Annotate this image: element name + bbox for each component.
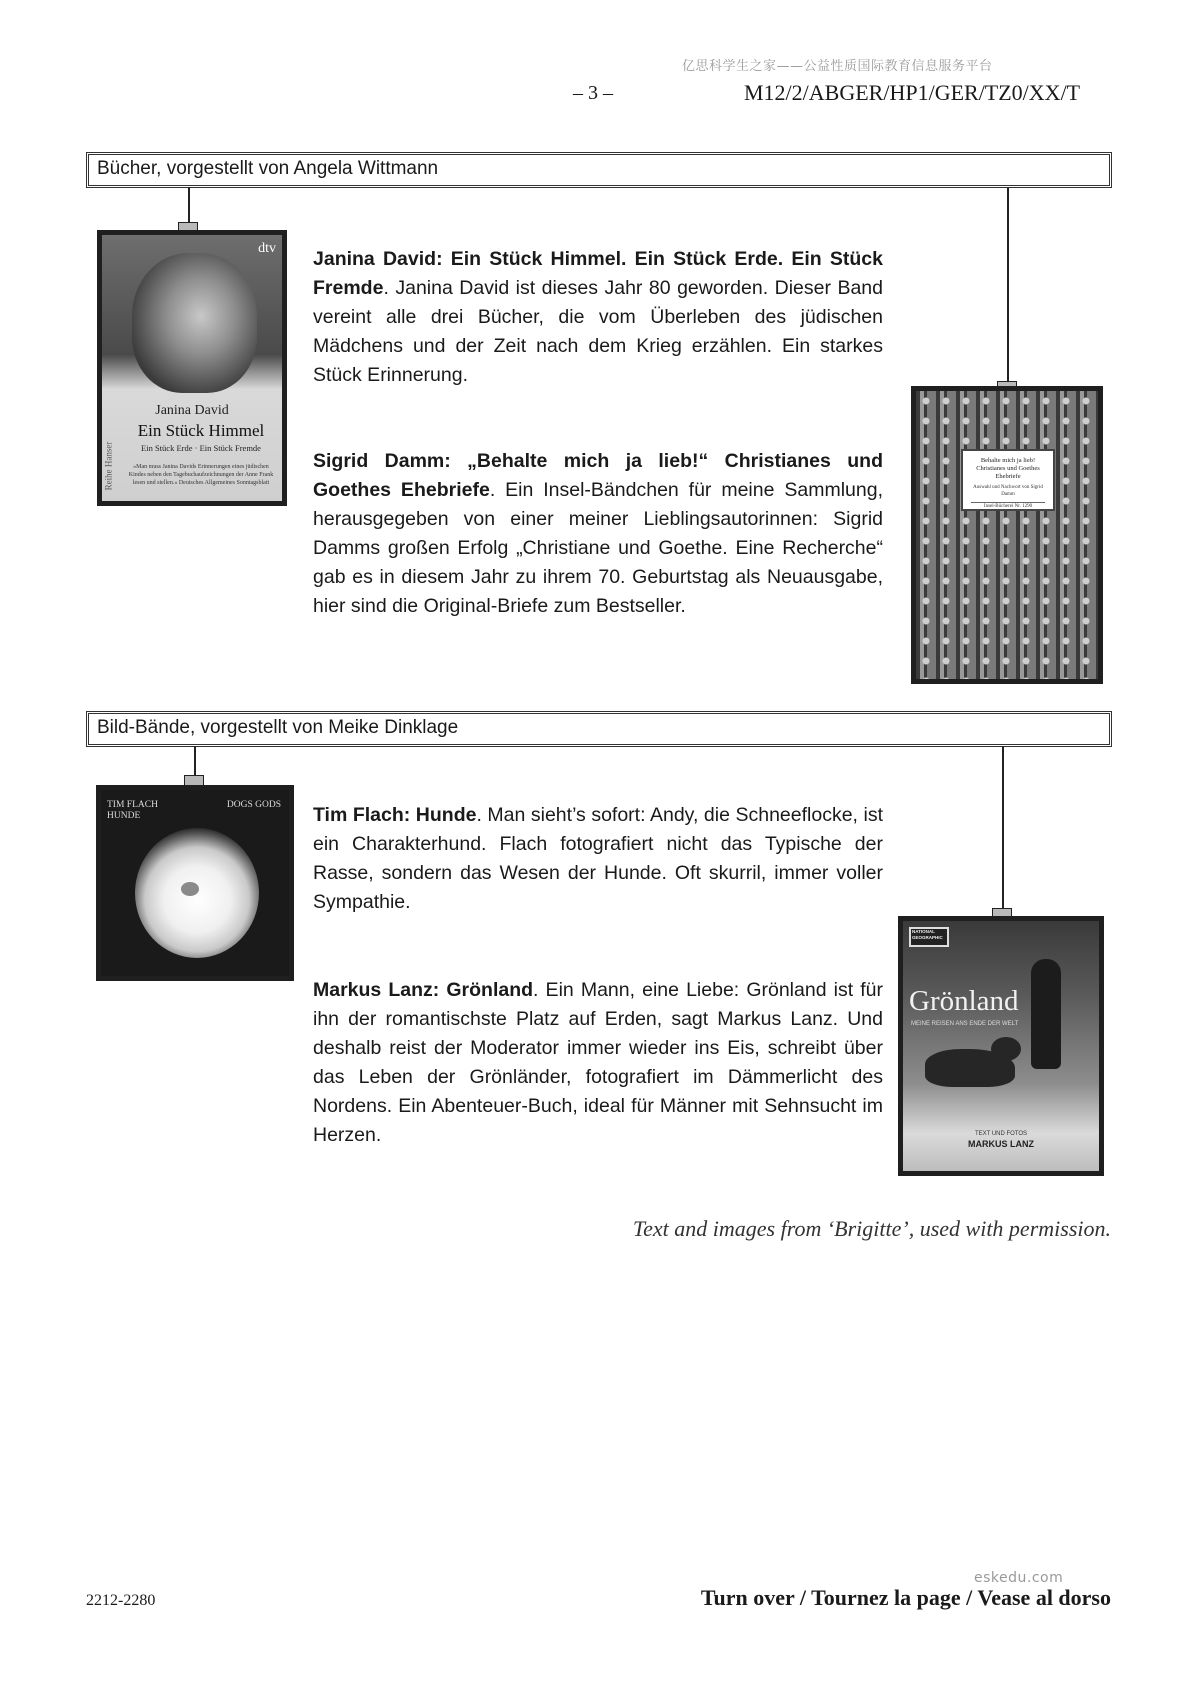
label-series: Insel-Bücherei Nr. 1290 bbox=[971, 502, 1045, 510]
review-sigrid-damm bbox=[313, 447, 883, 621]
cover-subtitle: Ein Stück Erde · Ein Stück Fremde bbox=[141, 443, 261, 453]
review-body: . Ein Insel-Bändchen für meine Sammlung, herausgegeben von einer meiner Lieblingsautorinnen: Sigrid Damms großen Erfolg „Christiane und Goethe. Eine Recherche“ gab es in diesem Jahr zu ihrem 70. Geburtstag als Neuausgabe, hier sind die Original-Briefe zum Bestseller. bbox=[313, 479, 883, 617]
review-body: . Man sieht’s sofort: Andy, die Schneeflocke, ist ein Charakterhund. Flach fotografiert nicht das Typische der Rasse, sondern das Wesen der Hunde. Oft skurril, immer voller Sympathie. bbox=[313, 804, 883, 913]
cover-brand: NATIONAL GEOGRAPHIC bbox=[912, 929, 943, 940]
publisher-logo: dtv bbox=[258, 241, 276, 256]
review-janina-david bbox=[313, 245, 883, 390]
cover-title: Grönland bbox=[909, 985, 1019, 1017]
exam-code: M12/2/ABGER/HP1/GER/TZ0/XX/T bbox=[744, 80, 1081, 105]
review-tim-flach bbox=[313, 801, 883, 917]
cover-label bbox=[961, 449, 1055, 511]
turn-over-note: Turn over / Tournez la page / Vease al dorso bbox=[700, 1585, 1111, 1610]
review-body: . Ein Mann, eine Liebe: Grönland ist für ihn der romantischste Platz auf Erden, sagt Markus Lanz. Und deshalb reist der Moderator immer wieder ins Eis, schreibt über das Leben der Grönländer, fotografiert im Dämmerlicht des Nordens. Ein Abenteuer-Buch, ideal für Männer mit Sehnsucht im Herzen. bbox=[313, 979, 883, 1146]
cover-author: Janina David bbox=[155, 403, 229, 418]
book-cover-sigrid-damm bbox=[911, 386, 1103, 684]
review-heading: Janina David: Ein Stück Himmel. Ein Stück Erde. Ein Stück Fremde bbox=[313, 248, 883, 299]
cover-subtitle: DOGS GODS bbox=[226, 800, 281, 810]
review-markus-lanz bbox=[313, 976, 883, 1150]
book-cover-groenland bbox=[898, 916, 1104, 1176]
hanger-line bbox=[188, 187, 190, 224]
hanger-line bbox=[1002, 746, 1004, 910]
cover-subtitle: MEINE REISEN ANS ENDE DER WELT bbox=[911, 1021, 1019, 1027]
image-credit: Text and images from ‘Brigitte’, used with permission. bbox=[632, 1216, 1111, 1241]
hanger-line bbox=[1007, 187, 1009, 383]
cover-credit-small: TEXT UND FOTOS bbox=[974, 1131, 1028, 1137]
top-watermark: 亿思科学生之家——公益性质国际教育信息服务平台 bbox=[682, 59, 993, 74]
footer-code: 2212-2280 bbox=[86, 1592, 156, 1609]
cover-title: HUNDE bbox=[107, 811, 141, 821]
label-title: Behalte mich ja lieb! Christianes und Goethes Ehebriefe bbox=[976, 457, 1040, 480]
label-subtitle: Auswahl und Nachwort von Sigrid Damm bbox=[973, 485, 1043, 497]
book-cover-tim-flach bbox=[96, 785, 294, 981]
review-body: . Janina David ist dieses Jahr 80 geworden. Dieser Band vereint alle drei Bücher, die vom Überleben des jüdischen Mädchens und der Zeit nach dem Krieg erzählen. Ein starkes Stück Erinnerung. bbox=[313, 277, 883, 386]
book-cover-janina-david bbox=[97, 230, 287, 506]
review-heading: Tim Flach: Hunde bbox=[313, 804, 477, 826]
dog-face bbox=[181, 882, 199, 896]
cover-author: TIM FLACH bbox=[107, 800, 158, 810]
cover-blurb: »Man muss Janina Davids Erinnerungen eines jüdischen Kindes neben den Tagebuchaufzeichnungen der Anne Frank lesen und stellen.« Deutsches Allgemeines Sonntagsblatt bbox=[128, 464, 274, 486]
cover-series: Reihe Hanser bbox=[103, 441, 114, 491]
section-title: Bücher, vorgestellt von Angela Wittmann bbox=[97, 158, 439, 179]
section-title: Bild-Bände, vorgestellt von Meike Dinklage bbox=[97, 717, 459, 738]
cover-title: Ein Stück Himmel bbox=[137, 421, 265, 440]
section-header-photobooks bbox=[86, 711, 1112, 747]
review-heading: Sigrid Damm: „Behalte mich ja lieb!“ Christianes und Goethes Ehebriefe bbox=[313, 450, 883, 501]
portrait-image bbox=[132, 253, 257, 393]
section-header-books bbox=[86, 152, 1112, 188]
hanger-line bbox=[194, 746, 196, 777]
person-silhouette bbox=[1031, 959, 1061, 1069]
review-heading: Markus Lanz: Grönland bbox=[313, 979, 534, 1001]
page-number: – 3 – bbox=[573, 82, 613, 104]
cover-author: MARKUS LANZ bbox=[968, 1139, 1034, 1149]
dog-head-silhouette bbox=[991, 1037, 1021, 1061]
footer-watermark: eskedu.com bbox=[974, 1570, 1064, 1586]
